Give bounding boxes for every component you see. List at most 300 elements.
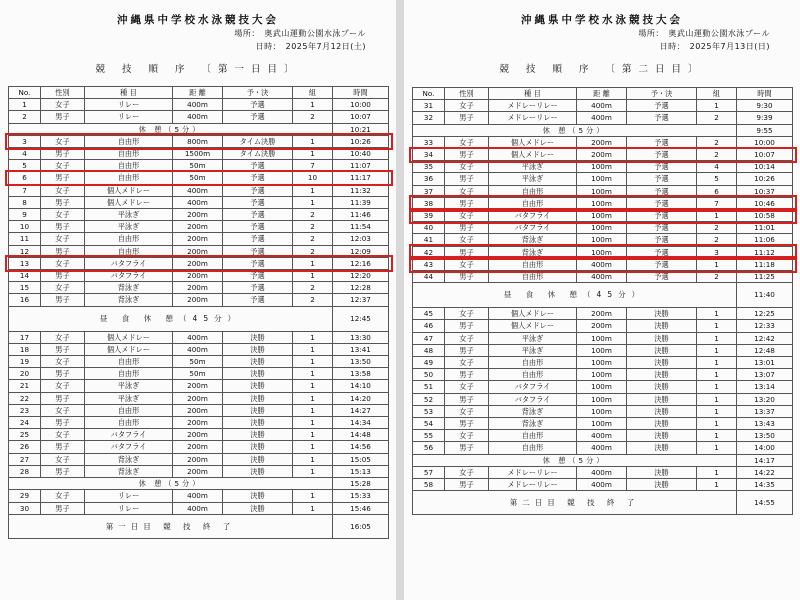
event-number: 56 xyxy=(413,442,445,454)
event-time: 13:14 xyxy=(737,381,793,393)
header-no: No. xyxy=(9,87,41,99)
event-number: 45 xyxy=(413,308,445,320)
table-row xyxy=(9,331,389,343)
event-number: 14 xyxy=(9,270,41,282)
event-name: 平泳ぎ xyxy=(85,221,173,233)
event-distance: 100m xyxy=(577,197,627,209)
table-row xyxy=(413,405,793,417)
event-heat: 1 xyxy=(293,356,333,368)
event-heat: 1 xyxy=(293,417,333,429)
event-stage: 決勝 xyxy=(627,344,697,356)
event-name: 個人メドレー xyxy=(85,196,173,208)
event-time: 12:25 xyxy=(737,308,793,320)
event-sex: 男子 xyxy=(41,343,85,355)
event-sex: 男子 xyxy=(445,442,489,454)
event-sex: 女子 xyxy=(41,160,85,172)
event-stage: 予選 xyxy=(223,209,293,221)
event-distance: 50m xyxy=(173,368,223,380)
event-heat: 1 xyxy=(293,148,333,160)
event-number: 21 xyxy=(9,380,41,392)
event-heat: 1 xyxy=(697,357,737,369)
event-distance: 100m xyxy=(577,332,627,344)
event-distance: 400m xyxy=(173,490,223,502)
table-row xyxy=(9,429,389,441)
event-time: 10:26 xyxy=(737,173,793,185)
event-number: 44 xyxy=(413,271,445,283)
event-stage: タイム決勝 xyxy=(223,148,293,160)
event-heat: 2 xyxy=(697,112,737,124)
event-stage: 予選 xyxy=(223,233,293,245)
event-number: 16 xyxy=(9,294,41,306)
table-row xyxy=(413,357,793,369)
event-number: 25 xyxy=(9,429,41,441)
table-row xyxy=(9,294,389,306)
header-time: 時間 xyxy=(737,88,793,100)
event-heat: 1 xyxy=(697,405,737,417)
event-time: 13:58 xyxy=(333,368,389,380)
event-stage: 予選 xyxy=(627,149,697,161)
table-row xyxy=(413,136,793,148)
table-row xyxy=(413,271,793,283)
event-number: 43 xyxy=(413,258,445,270)
schedule-table xyxy=(412,87,793,515)
event-distance: 100m xyxy=(577,405,627,417)
event-stage: 決勝 xyxy=(223,441,293,453)
event-heat: 2 xyxy=(697,234,737,246)
event-heat: 1 xyxy=(293,343,333,355)
header-heat: 組 xyxy=(293,87,333,99)
event-time: 12:09 xyxy=(333,245,389,257)
event-heat: 1 xyxy=(293,429,333,441)
event-heat: 1 xyxy=(293,465,333,477)
event-stage: 予選 xyxy=(627,100,697,112)
event-name: 自由形 xyxy=(489,430,577,442)
event-number: 28 xyxy=(9,465,41,477)
schedule-subtitle: 競 技 順 序 〔第二日目〕 xyxy=(499,64,705,75)
event-name: 自由形 xyxy=(489,369,577,381)
event-stage: 予選 xyxy=(627,136,697,148)
table-row xyxy=(9,172,389,184)
event-sex: 女子 xyxy=(41,356,85,368)
table-row xyxy=(9,233,389,245)
event-number: 55 xyxy=(413,430,445,442)
event-number: 27 xyxy=(9,453,41,465)
event-heat: 7 xyxy=(697,197,737,209)
lunch-break-row xyxy=(413,283,793,308)
table-row xyxy=(9,502,389,514)
event-distance: 200m xyxy=(173,209,223,221)
event-sex: 男子 xyxy=(445,393,489,405)
event-stage: 決勝 xyxy=(627,320,697,332)
header-sex: 性別 xyxy=(445,88,489,100)
event-time: 14:10 xyxy=(333,380,389,392)
event-name: 自由形 xyxy=(85,172,173,184)
event-stage: 予選 xyxy=(223,196,293,208)
event-sex: 女子 xyxy=(41,233,85,245)
event-name: 背泳ぎ xyxy=(489,418,577,430)
event-stage: 予選 xyxy=(223,294,293,306)
event-number: 52 xyxy=(413,393,445,405)
event-heat: 1 xyxy=(293,453,333,465)
event-name: バタフライ xyxy=(85,270,173,282)
table-row xyxy=(413,112,793,124)
event-heat: 1 xyxy=(697,210,737,222)
event-distance: 100m xyxy=(577,173,627,185)
event-sex: 男子 xyxy=(41,245,85,257)
event-distance: 400m xyxy=(173,331,223,343)
event-distance: 200m xyxy=(173,465,223,477)
table-row xyxy=(413,430,793,442)
event-number: 15 xyxy=(9,282,41,294)
table-row xyxy=(413,258,793,270)
event-number: 19 xyxy=(9,356,41,368)
event-sex: 男子 xyxy=(41,270,85,282)
table-row xyxy=(9,196,389,208)
event-sex: 女子 xyxy=(41,490,85,502)
event-distance: 50m xyxy=(173,160,223,172)
event-heat: 2 xyxy=(293,233,333,245)
event-distance: 200m xyxy=(173,417,223,429)
event-number: 33 xyxy=(413,136,445,148)
event-name: 個人メドレー xyxy=(489,136,577,148)
event-name: 平泳ぎ xyxy=(85,209,173,221)
event-time: 11:01 xyxy=(737,222,793,234)
event-sex: 男子 xyxy=(445,222,489,234)
table-row xyxy=(413,466,793,478)
table-row xyxy=(9,148,389,160)
event-sex: 男子 xyxy=(41,294,85,306)
event-stage: 決勝 xyxy=(627,369,697,381)
event-distance: 200m xyxy=(577,320,627,332)
event-heat: 1 xyxy=(697,369,737,381)
event-stage: 予選 xyxy=(223,221,293,233)
event-heat: 1 xyxy=(697,100,737,112)
event-time: 12:42 xyxy=(737,332,793,344)
event-number: 12 xyxy=(9,245,41,257)
event-heat: 1 xyxy=(293,99,333,111)
event-number: 51 xyxy=(413,381,445,393)
event-name: 背泳ぎ xyxy=(85,465,173,477)
event-stage: 決勝 xyxy=(627,332,697,344)
event-distance: 200m xyxy=(173,294,223,306)
event-heat: 1 xyxy=(697,393,737,405)
event-sex: 女子 xyxy=(445,430,489,442)
event-distance: 200m xyxy=(173,404,223,416)
event-number: 5 xyxy=(9,160,41,172)
break-time: 15:28 xyxy=(333,478,389,490)
event-stage: 決勝 xyxy=(223,404,293,416)
event-sex: 女子 xyxy=(445,100,489,112)
event-time: 10:14 xyxy=(737,161,793,173)
event-distance: 100m xyxy=(577,234,627,246)
event-name: バタフライ xyxy=(489,210,577,222)
event-heat: 1 xyxy=(697,466,737,478)
event-sex: 男子 xyxy=(41,196,85,208)
event-stage: 予選 xyxy=(627,112,697,124)
event-number: 37 xyxy=(413,185,445,197)
event-number: 40 xyxy=(413,222,445,234)
event-stage: 予選 xyxy=(223,282,293,294)
event-number: 49 xyxy=(413,357,445,369)
event-sex: 男子 xyxy=(41,417,85,429)
lunch-break-row xyxy=(9,306,389,331)
event-time: 10:07 xyxy=(737,149,793,161)
date-text: 日時： 2025年7月13日(日) xyxy=(659,42,770,51)
event-stage: 決勝 xyxy=(627,308,697,320)
table-header-row xyxy=(413,88,793,100)
event-time: 10:00 xyxy=(333,99,389,111)
event-heat: 1 xyxy=(697,308,737,320)
event-number: 18 xyxy=(9,343,41,355)
event-stage: 決勝 xyxy=(627,430,697,442)
event-name: 個人メドレー xyxy=(489,308,577,320)
break-label: 休 憩（5分） xyxy=(413,454,737,466)
event-distance: 200m xyxy=(173,270,223,282)
event-name: 自由形 xyxy=(85,404,173,416)
table-row xyxy=(9,368,389,380)
event-heat: 1 xyxy=(293,404,333,416)
event-sex: 男子 xyxy=(445,149,489,161)
event-time: 15:33 xyxy=(333,490,389,502)
table-row xyxy=(9,392,389,404)
event-heat: 1 xyxy=(697,418,737,430)
day1-page xyxy=(0,0,396,600)
event-name: バタフライ xyxy=(489,393,577,405)
event-sex: 男子 xyxy=(445,418,489,430)
event-heat: 2 xyxy=(293,294,333,306)
table-row xyxy=(413,442,793,454)
event-name: 自由形 xyxy=(85,233,173,245)
event-time: 11:25 xyxy=(737,271,793,283)
event-name: 自由形 xyxy=(85,368,173,380)
table-row xyxy=(413,320,793,332)
event-name: バタフライ xyxy=(85,257,173,269)
event-number: 20 xyxy=(9,368,41,380)
event-sex: 男子 xyxy=(445,246,489,258)
event-stage: 予選 xyxy=(223,257,293,269)
event-time: 12:37 xyxy=(333,294,389,306)
table-row xyxy=(9,404,389,416)
event-distance: 200m xyxy=(173,233,223,245)
table-row xyxy=(413,197,793,209)
event-name: 個人メドレー xyxy=(489,149,577,161)
event-heat: 1 xyxy=(697,320,737,332)
event-name: リレー xyxy=(85,490,173,502)
table-row xyxy=(9,417,389,429)
event-number: 17 xyxy=(9,331,41,343)
table-row xyxy=(413,185,793,197)
event-heat: 1 xyxy=(293,184,333,196)
event-distance: 400m xyxy=(173,184,223,196)
event-distance: 200m xyxy=(173,380,223,392)
event-stage: 決勝 xyxy=(627,405,697,417)
event-stage: 決勝 xyxy=(223,465,293,477)
table-row xyxy=(413,161,793,173)
event-distance: 400m xyxy=(577,430,627,442)
event-name: 自由形 xyxy=(489,197,577,209)
header-stage: 予・決 xyxy=(627,88,697,100)
event-heat: 1 xyxy=(293,270,333,282)
event-name: 背泳ぎ xyxy=(85,294,173,306)
event-name: 自由形 xyxy=(85,245,173,257)
header-distance: 距 離 xyxy=(173,87,223,99)
header-sex: 性別 xyxy=(41,87,85,99)
break-time: 14:17 xyxy=(737,454,793,466)
event-heat: 1 xyxy=(293,441,333,453)
event-sex: 女子 xyxy=(41,99,85,111)
event-time: 11:18 xyxy=(737,258,793,270)
event-name: 自由形 xyxy=(489,357,577,369)
table-row xyxy=(413,149,793,161)
event-number: 4 xyxy=(9,148,41,160)
event-stage: 予選 xyxy=(627,161,697,173)
event-distance: 400m xyxy=(173,502,223,514)
event-sex: 男子 xyxy=(41,465,85,477)
schedule-table xyxy=(8,86,389,539)
event-name: 背泳ぎ xyxy=(489,234,577,246)
lunch-time: 11:40 xyxy=(737,283,793,308)
event-time: 14:35 xyxy=(737,479,793,491)
table-row xyxy=(9,453,389,465)
schedule-subtitle: 競 技 順 序 〔第一日目〕 xyxy=(95,64,301,75)
event-stage: 決勝 xyxy=(627,479,697,491)
event-sex: 男子 xyxy=(41,221,85,233)
event-heat: 6 xyxy=(697,185,737,197)
event-distance: 100m xyxy=(577,393,627,405)
table-row xyxy=(9,184,389,196)
event-sex: 男子 xyxy=(41,441,85,453)
event-number: 38 xyxy=(413,197,445,209)
table-row xyxy=(9,160,389,172)
event-stage: 予選 xyxy=(223,245,293,257)
event-name: 自由形 xyxy=(489,258,577,270)
end-row xyxy=(9,514,389,538)
event-name: 自由形 xyxy=(85,160,173,172)
event-sex: 男子 xyxy=(41,172,85,184)
event-time: 13:01 xyxy=(737,357,793,369)
event-name: リレー xyxy=(85,111,173,123)
event-sex: 女子 xyxy=(445,466,489,478)
table-row xyxy=(9,245,389,257)
event-stage: 予選 xyxy=(627,210,697,222)
table-row xyxy=(9,209,389,221)
event-heat: 5 xyxy=(697,173,737,185)
event-number: 47 xyxy=(413,332,445,344)
event-distance: 200m xyxy=(577,136,627,148)
break-label: 休 憩（5分） xyxy=(9,478,333,490)
event-number: 39 xyxy=(413,210,445,222)
event-time: 11:39 xyxy=(333,196,389,208)
event-sex: 女子 xyxy=(41,257,85,269)
event-time: 11:07 xyxy=(333,160,389,172)
event-sex: 女子 xyxy=(41,282,85,294)
event-number: 35 xyxy=(413,161,445,173)
event-time: 14:56 xyxy=(333,441,389,453)
header-event: 種 目 xyxy=(489,88,577,100)
event-stage: タイム決勝 xyxy=(223,135,293,147)
event-distance: 400m xyxy=(173,343,223,355)
event-time: 15:46 xyxy=(333,502,389,514)
table-row xyxy=(9,270,389,282)
event-heat: 1 xyxy=(697,381,737,393)
event-sex: 男子 xyxy=(445,271,489,283)
event-distance: 400m xyxy=(577,442,627,454)
table-row xyxy=(413,210,793,222)
end-time: 16:05 xyxy=(333,514,389,538)
header-heat: 組 xyxy=(697,88,737,100)
event-sex: 女子 xyxy=(41,404,85,416)
event-stage: 決勝 xyxy=(223,343,293,355)
event-heat: 2 xyxy=(293,282,333,294)
event-distance: 100m xyxy=(577,369,627,381)
event-heat: 1 xyxy=(293,368,333,380)
event-distance: 100m xyxy=(577,381,627,393)
event-distance: 400m xyxy=(173,196,223,208)
event-distance: 200m xyxy=(173,453,223,465)
event-name: 背泳ぎ xyxy=(489,246,577,258)
event-name: バタフライ xyxy=(85,429,173,441)
table-row xyxy=(413,418,793,430)
event-sex: 女子 xyxy=(445,332,489,344)
event-time: 10:26 xyxy=(333,135,389,147)
event-name: 自由形 xyxy=(489,185,577,197)
break-row xyxy=(413,454,793,466)
event-name: 個人メドレー xyxy=(489,320,577,332)
event-distance: 200m xyxy=(173,441,223,453)
event-time: 13:30 xyxy=(333,331,389,343)
event-sex: 女子 xyxy=(445,405,489,417)
event-name: 個人メドレー xyxy=(85,343,173,355)
event-time: 12:20 xyxy=(333,270,389,282)
event-time: 12:16 xyxy=(333,257,389,269)
event-heat: 1 xyxy=(293,502,333,514)
event-time: 14:27 xyxy=(333,404,389,416)
event-name: 自由形 xyxy=(85,356,173,368)
event-name: メドレーリレー xyxy=(489,466,577,478)
day2-page xyxy=(404,0,800,600)
event-stage: 決勝 xyxy=(627,466,697,478)
table-row xyxy=(413,344,793,356)
event-heat: 1 xyxy=(697,344,737,356)
event-name: バタフライ xyxy=(85,441,173,453)
event-stage: 決勝 xyxy=(223,331,293,343)
event-number: 46 xyxy=(413,320,445,332)
header-stage: 予・決 xyxy=(223,87,293,99)
table-row xyxy=(9,356,389,368)
table-row xyxy=(413,173,793,185)
table-row xyxy=(413,479,793,491)
event-time: 11:32 xyxy=(333,184,389,196)
event-time: 13:20 xyxy=(737,393,793,405)
lunch-label: 昼 食 休 憩（45分） xyxy=(9,306,333,331)
table-row xyxy=(413,100,793,112)
date-text: 日時： 2025年7月12日(土) xyxy=(255,42,366,51)
event-time: 10:07 xyxy=(333,111,389,123)
event-number: 23 xyxy=(9,404,41,416)
event-sex: 女子 xyxy=(445,136,489,148)
event-time: 15:13 xyxy=(333,465,389,477)
event-time: 10:58 xyxy=(737,210,793,222)
event-time: 9:30 xyxy=(737,100,793,112)
event-distance: 100m xyxy=(577,210,627,222)
event-distance: 200m xyxy=(173,392,223,404)
event-distance: 200m xyxy=(173,257,223,269)
event-stage: 決勝 xyxy=(223,380,293,392)
table-row xyxy=(9,465,389,477)
event-stage: 決勝 xyxy=(223,429,293,441)
break-row xyxy=(9,123,389,135)
event-time: 12:28 xyxy=(333,282,389,294)
